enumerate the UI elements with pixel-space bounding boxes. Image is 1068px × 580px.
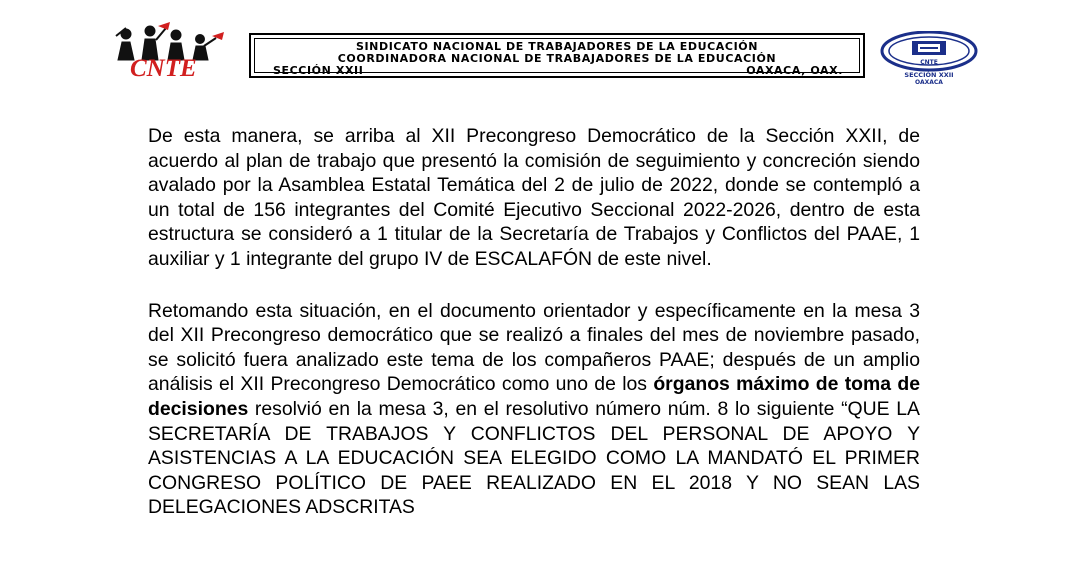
seal-caption-section: SECCIÓN XXII — [904, 71, 954, 79]
seal-inner-text: CNTE — [920, 59, 938, 66]
paragraph-2-part-a: Retomando esta situación, en el documento orientador y específicamente en la mesa 3 del XII Precongreso democrático que se realizó a finales del mes de noviembre pasado, se solicitó fuera analizado este tema de los compañeros PAAE; después de un amplio análisis el XII Precongreso Democrático como uno de los — [148, 299, 920, 396]
document-body — [148, 124, 920, 520]
paragraph-2-part-b: resolvió en la mesa 3, en el resolutivo número núm. 8 lo siguiente “QUE LA SECRETARÍA DE TRABAJOS Y CONFLICTOS DEL PERSONAL DE APOYO Y ASISTENCIAS A LA EDUCACIÓN SEA ELEGIDO COMO LA MANDATÓ EL PRIMER CONGRESO POLÍTICO DE PAEE REALIZADO EN EL 2018 Y NO SEAN LAS DELEGACIONES ADSCRITAS — [148, 397, 920, 519]
seal-caption-city: OAXACA — [915, 79, 943, 86]
paragraph-2-bold: órganos máximo de toma de decisiones — [148, 373, 920, 420]
paragraph-2 — [148, 299, 920, 520]
header-line-2: COORDINADORA NACIONAL DE TRABAJADORES DE LA EDUCACIÓN — [337, 52, 777, 65]
cnte-logo — [112, 22, 240, 82]
document-header — [0, 0, 1068, 90]
header-location: OAXACA, OAX. — [746, 64, 843, 77]
header-line-1: SINDICATO NACIONAL DE TRABAJADORES DE LA EDUCACIÓN — [355, 40, 759, 53]
seccion-xxii-logo — [880, 31, 978, 86]
seccion-xxii-seal-icon — [880, 31, 978, 73]
paragraph-1: De esta manera, se arriba al XII Precongreso Democrático de la Sección XXII, de acuerdo al plan de trabajo que presentó la comisión de seguimiento y concreción siendo avalado por la Asamblea Estatal Temática del 2 de julio de 2022, donde se contempló a un total de 156 integrantes del Comité Ejecutivo Seccional 2022-2026, dentro de esta estructura se consideró a 1 titular de la Secretaría de Trabajos y Conflictos del PAAE, 1 auxiliar y 1 integrante del grupo IV de ESCALAFÓN de este nivel. — [148, 125, 920, 270]
cnte-logo-text: CNTE — [130, 55, 197, 82]
header-section: SECCIÓN XXII — [273, 64, 364, 77]
header-title-box — [249, 33, 865, 78]
